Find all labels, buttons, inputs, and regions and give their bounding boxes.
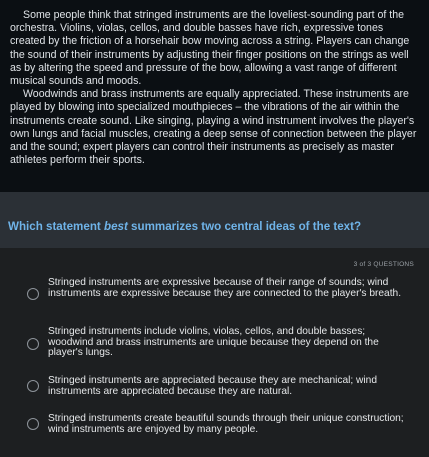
answer-choice-text: Stringed instruments are appreciated because they are mechanical; wind instruments are appreciated because they are natural. (48, 375, 378, 397)
question-emphasis: best (103, 220, 128, 233)
answer-choice-text: Stringed instruments create beautiful sounds through their unique construction; wind instruments are enjoyed by many people. (48, 413, 404, 435)
question-suffix: summarizes two central ideas of the text? (127, 220, 362, 233)
question-counter: 3 of 3 QUESTIONS (353, 261, 414, 268)
question-prompt (8, 220, 361, 233)
answer-choice-text: Stringed instruments are expressive because of their range of sounds; wind instruments are expressive because they are connected to the player's breath. (48, 277, 402, 299)
radio-button-icon[interactable] (27, 380, 39, 392)
radio-button-icon[interactable] (27, 338, 39, 350)
reading-passage (0, 0, 429, 192)
answer-choice-text: Stringed instruments include violins, violas, cellos, and double basses; woodwind and brass instruments are unique because they depend on the player's lungs. (48, 326, 379, 359)
question-prefix: Which statement (8, 220, 104, 233)
passage-paragraph-1: Some people think that stringed instruments are the loveliest-sounding part of the orchestra. Violins, violas, cellos, and double basses have rich, expressive tones created by the friction of a horsehair bow moving across a string. Players can change the sound of their instruments by adjusting their finger positions on the strings as well as by altering the speed and pressure of the bow, allowing a vast range of different musical sounds and moods. (10, 9, 410, 88)
passage-paragraph-2: Woodwinds and brass instruments are equally appreciated. These instruments are played by blowing into specialized mouthpieces – the vibrations of the air within the instruments create sound. Like singing, playing a wind instrument involves the player's own lungs and facial muscles, creating a deep sense of connection between the player and the sound; expert players can control their instruments as precisely as master athletes perform their sports. (10, 88, 417, 167)
radio-button-icon[interactable] (27, 418, 39, 430)
radio-button-icon[interactable] (27, 288, 39, 300)
